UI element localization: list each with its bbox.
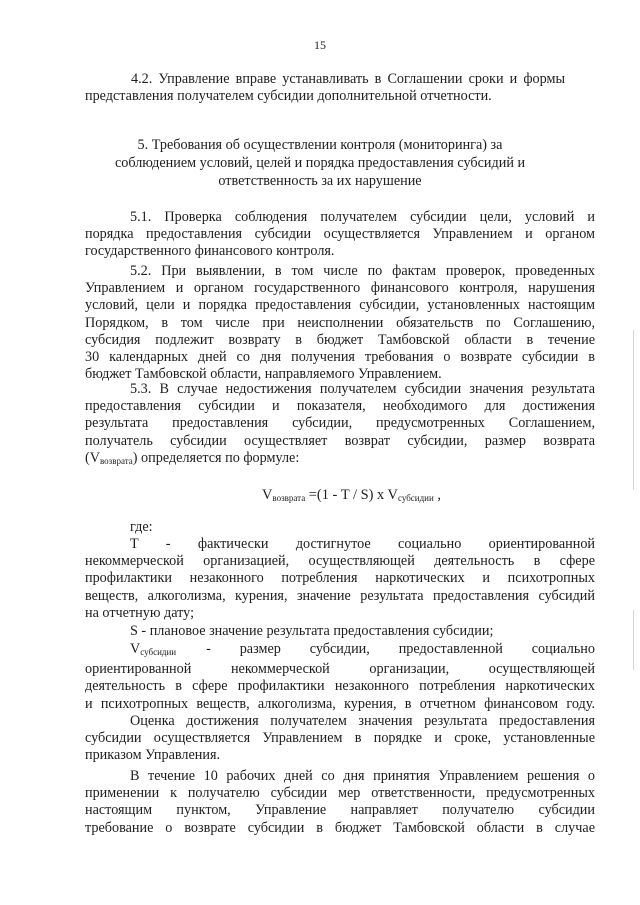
s-definition: S - плановое значение результата предоставления субсидии; [130, 623, 494, 639]
v-definition [85, 641, 595, 713]
heading-line: соблюдением условий, целей и порядка предоставления субсидий и [114, 155, 526, 171]
text-line: Управлением и органом государственного финансового контроля, нарушения [85, 280, 595, 297]
text-line: 30 календарных дней со дня получения требования о возврате субсидии в [85, 349, 595, 366]
text-line: веществ, алкоголизма, курения, значение результата предоставления субсидий [85, 587, 595, 604]
text-line: 5.2. При выявлении, в том числе по фактам проверок, проведенных [130, 263, 595, 279]
where-label: где: [130, 519, 153, 535]
text-line: государственного финансового контроля. [85, 243, 335, 260]
paragraph-4-2 [85, 71, 565, 105]
assessment-paragraph [85, 713, 595, 765]
text-line: требование о возврате субсидии в бюджет Тамбовской области в случае [85, 819, 595, 836]
text-line: на отчетную дату; [85, 604, 195, 621]
text-line: настоящим пунктом, Управление направляет получателю субсидии [85, 802, 595, 819]
paragraph-5-3 [85, 381, 595, 470]
t-definition [85, 536, 595, 622]
text-line: условий, цели и порядка предоставления субсидии, установленных настоящим [85, 297, 595, 314]
text-line: некоммерческой организацией, осуществляющей деятельность в сфере [85, 553, 595, 570]
text-line: деятельность в сфере профилактики незаконного потребления наркотических [85, 678, 595, 695]
refund-formula [262, 487, 441, 504]
section-5-heading [100, 136, 540, 190]
text-fragment: ) определяется по формуле: [132, 449, 300, 466]
text-line: T - фактически достигнутое социально ориентированной [130, 536, 595, 552]
text-line: бюджет Тамбовской области, направляемого Управлением. [85, 366, 442, 383]
subscript: возврата [272, 493, 306, 503]
paragraph-5-2 [85, 263, 595, 383]
heading-line: 5. Требования об осуществлении контроля (мониторинга) за [137, 137, 503, 153]
scan-edge-mark [633, 330, 634, 490]
text-line: 5.3. В случае недостижения получателем субсидии значения результата [130, 381, 595, 397]
text-line: применении к получателю субсидии мер ответственности, предусмотренных [85, 785, 595, 802]
text-line: ориентированной некоммерческой организации, осуществляющей [85, 661, 595, 678]
text-line: порядка предоставления субсидии осуществляется Управлением и органом [85, 226, 595, 243]
symbol-v: (V [85, 449, 100, 466]
text-fragment: - размер субсидии, предоставленной социально [206, 641, 595, 657]
text-line: результата предоставления субсидии, предусмотренных Соглашением, [85, 415, 595, 432]
text-line: 5.1. Проверка соблюдения получателем субсидии цели, условий и [130, 209, 595, 225]
page-number: 15 [314, 38, 326, 52]
text-line: приказом Управления. [85, 747, 221, 764]
text-line: субсидии осуществляется Управлением в порядке и сроке, установленные [85, 730, 595, 747]
scan-edge-mark [633, 610, 634, 670]
text-line: предоставления субсидии и показателя, необходимого для достижения [85, 398, 595, 415]
subscript: возврата [99, 455, 133, 466]
text-line: 4.2. Управление вправе устанавливать в Соглашении сроки и формы [131, 71, 565, 87]
text-line: представления получателем субсидии дополнительной отчетности. [85, 88, 492, 105]
text-line: Оценка достижения получателем значения результата предоставления [130, 713, 595, 729]
text-line: Порядком, в том числе при неисполнении обязательств по Соглашению, [85, 314, 595, 331]
paragraph-5-1 [85, 209, 595, 261]
symbol-v: V [262, 487, 273, 503]
text-line: получатель субсидии осуществляет возврат субсидии, размер возврата [85, 432, 595, 449]
text-line: В течение 10 рабочих дней со дня принятия Управлением решения о [130, 768, 595, 784]
subscript: субсидии [397, 493, 434, 503]
text-line [85, 450, 595, 470]
text-line [85, 641, 595, 661]
text-line: и психотропных веществ, алкоголизма, курения, в отчетном финансовом году. [85, 695, 595, 712]
subscript: субсидии [140, 647, 177, 657]
heading-line: ответственность за их нарушение [218, 173, 422, 189]
text-line: профилактики незаконного потребления наркотических и психотропных [85, 570, 595, 587]
ten-days-paragraph [85, 768, 595, 837]
formula-end: , [433, 487, 441, 503]
formula-body: =(1 - T / S) x V [305, 487, 398, 503]
symbol-v: V [130, 641, 141, 657]
text-line: субсидия подлежит возврату в бюджет Тамбовской области в течение [85, 331, 595, 348]
